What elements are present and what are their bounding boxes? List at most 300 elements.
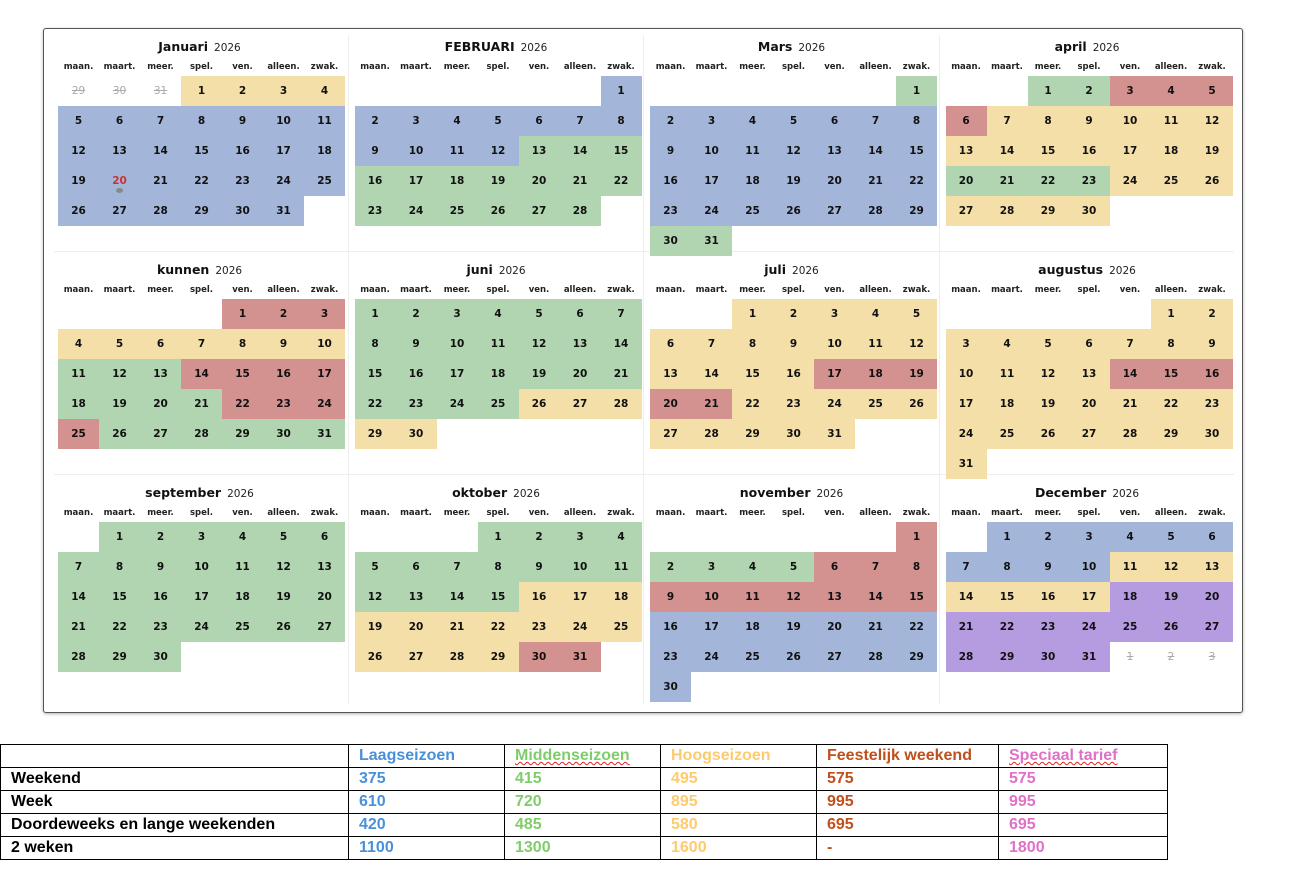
day-cell[interactable]: 15 <box>181 136 222 166</box>
day-cell[interactable]: 27 <box>1069 419 1110 449</box>
day-cell[interactable]: 3 <box>181 522 222 552</box>
day-cell[interactable]: 6 <box>814 106 855 136</box>
day-cell[interactable]: 25 <box>732 642 773 672</box>
day-cell[interactable]: 15 <box>896 136 937 166</box>
day-cell[interactable]: 13 <box>650 359 691 389</box>
day-cell[interactable]: 23 <box>263 389 304 419</box>
day-cell[interactable]: 8 <box>1151 329 1192 359</box>
day-cell[interactable]: 20 <box>1192 582 1233 612</box>
day-cell[interactable]: 24 <box>437 389 478 419</box>
day-cell[interactable]: 19 <box>478 166 519 196</box>
day-cell[interactable]: 26 <box>478 196 519 226</box>
day-cell[interactable]: 24 <box>560 612 601 642</box>
day-cell[interactable]: 21 <box>1110 389 1151 419</box>
day-cell[interactable]: 3 <box>1110 76 1151 106</box>
day-cell[interactable]: 14 <box>987 136 1028 166</box>
day-cell[interactable]: 1 <box>478 522 519 552</box>
day-cell[interactable]: 12 <box>773 582 814 612</box>
day-cell[interactable]: 31 <box>1069 642 1110 672</box>
day-cell[interactable]: 14 <box>946 582 987 612</box>
day-cell[interactable]: 8 <box>478 552 519 582</box>
day-cell[interactable]: 30 <box>650 672 691 702</box>
day-cell[interactable]: 1 <box>896 76 937 106</box>
day-cell[interactable]: 12 <box>773 136 814 166</box>
day-cell[interactable]: 9 <box>1069 106 1110 136</box>
day-cell[interactable]: 24 <box>304 389 345 419</box>
day-cell[interactable]: 21 <box>181 389 222 419</box>
day-cell[interactable]: 6 <box>396 552 437 582</box>
day-cell[interactable]: 26 <box>355 642 396 672</box>
day-cell[interactable]: 11 <box>1151 106 1192 136</box>
day-cell[interactable]: 27 <box>1192 612 1233 642</box>
day-cell[interactable]: 21 <box>855 612 896 642</box>
day-cell[interactable]: 7 <box>181 329 222 359</box>
day-cell[interactable]: 20 <box>814 612 855 642</box>
day-cell[interactable]: 22 <box>181 166 222 196</box>
day-cell[interactable]: 5 <box>355 552 396 582</box>
day-cell-next-month[interactable]: 1 <box>1126 651 1134 663</box>
day-cell[interactable]: 28 <box>601 389 642 419</box>
day-cell[interactable]: 11 <box>478 329 519 359</box>
day-cell[interactable]: 21 <box>987 166 1028 196</box>
day-cell[interactable]: 2 <box>355 106 396 136</box>
day-cell[interactable]: 21 <box>855 166 896 196</box>
day-cell[interactable]: 9 <box>396 329 437 359</box>
day-cell[interactable]: 20 <box>99 166 140 196</box>
day-cell[interactable]: 28 <box>58 642 99 672</box>
day-cell[interactable]: 10 <box>181 552 222 582</box>
day-cell[interactable]: 23 <box>650 196 691 226</box>
day-cell[interactable]: 25 <box>601 612 642 642</box>
day-cell[interactable]: 6 <box>650 329 691 359</box>
day-cell[interactable]: 16 <box>650 612 691 642</box>
day-cell[interactable]: 14 <box>1110 359 1151 389</box>
day-cell[interactable]: 20 <box>140 389 181 419</box>
day-cell[interactable]: 1 <box>601 76 642 106</box>
day-cell[interactable]: 29 <box>896 196 937 226</box>
day-cell[interactable]: 17 <box>946 389 987 419</box>
day-cell[interactable]: 7 <box>58 552 99 582</box>
day-cell[interactable]: 6 <box>99 106 140 136</box>
day-cell[interactable]: 17 <box>560 582 601 612</box>
day-cell[interactable]: 10 <box>814 329 855 359</box>
day-cell[interactable]: 5 <box>263 522 304 552</box>
day-cell[interactable]: 2 <box>519 522 560 552</box>
day-cell[interactable]: 19 <box>1192 136 1233 166</box>
day-cell[interactable]: 23 <box>140 612 181 642</box>
day-cell[interactable]: 20 <box>946 166 987 196</box>
day-cell[interactable]: 13 <box>396 582 437 612</box>
day-cell[interactable]: 24 <box>691 196 732 226</box>
day-cell[interactable]: 8 <box>355 329 396 359</box>
day-cell[interactable]: 7 <box>560 106 601 136</box>
day-cell[interactable]: 20 <box>1069 389 1110 419</box>
day-cell[interactable]: 23 <box>650 642 691 672</box>
day-cell[interactable]: 3 <box>560 522 601 552</box>
day-cell[interactable]: 20 <box>560 359 601 389</box>
day-cell[interactable]: 8 <box>896 552 937 582</box>
day-cell-prev-month[interactable]: 30 <box>112 85 127 97</box>
day-cell[interactable]: 11 <box>732 582 773 612</box>
day-cell[interactable]: 6 <box>1069 329 1110 359</box>
day-cell[interactable]: 14 <box>601 329 642 359</box>
day-cell[interactable]: 12 <box>896 329 937 359</box>
day-cell[interactable]: 3 <box>691 106 732 136</box>
day-cell[interactable]: 25 <box>1151 166 1192 196</box>
day-cell[interactable]: 8 <box>1028 106 1069 136</box>
day-cell[interactable]: 15 <box>478 582 519 612</box>
day-cell[interactable]: 11 <box>987 359 1028 389</box>
day-cell[interactable]: 18 <box>222 582 263 612</box>
day-cell-prev-month[interactable]: 31 <box>153 85 168 97</box>
day-cell[interactable]: 26 <box>58 196 99 226</box>
day-cell[interactable]: 23 <box>1192 389 1233 419</box>
day-cell[interactable]: 25 <box>478 389 519 419</box>
day-cell[interactable]: 14 <box>855 582 896 612</box>
day-cell[interactable]: 11 <box>601 552 642 582</box>
day-cell[interactable]: 2 <box>263 299 304 329</box>
day-cell[interactable]: 16 <box>1069 136 1110 166</box>
day-cell[interactable]: 28 <box>691 419 732 449</box>
day-cell[interactable]: 12 <box>519 329 560 359</box>
day-cell[interactable]: 12 <box>355 582 396 612</box>
day-cell[interactable]: 21 <box>560 166 601 196</box>
day-cell[interactable]: 11 <box>732 136 773 166</box>
day-cell[interactable]: 16 <box>263 359 304 389</box>
day-cell-next-month[interactable]: 3 <box>1208 651 1216 663</box>
day-cell[interactable]: 16 <box>1192 359 1233 389</box>
day-cell[interactable]: 1 <box>896 522 937 552</box>
day-cell[interactable]: 1 <box>355 299 396 329</box>
day-cell-next-month[interactable]: 2 <box>1167 651 1175 663</box>
day-cell[interactable]: 26 <box>896 389 937 419</box>
day-cell[interactable]: 5 <box>773 552 814 582</box>
day-cell[interactable]: 5 <box>58 106 99 136</box>
day-cell[interactable]: 26 <box>519 389 560 419</box>
day-cell[interactable]: 3 <box>437 299 478 329</box>
day-cell[interactable]: 18 <box>601 582 642 612</box>
day-cell[interactable]: 3 <box>946 329 987 359</box>
day-cell[interactable]: 19 <box>896 359 937 389</box>
day-cell[interactable]: 11 <box>58 359 99 389</box>
day-cell[interactable]: 24 <box>181 612 222 642</box>
day-cell[interactable]: 30 <box>1069 196 1110 226</box>
day-cell[interactable]: 16 <box>396 359 437 389</box>
day-cell[interactable]: 29 <box>222 419 263 449</box>
day-cell[interactable]: 22 <box>732 389 773 419</box>
day-cell[interactable]: 28 <box>946 642 987 672</box>
day-cell[interactable]: 6 <box>560 299 601 329</box>
day-cell[interactable]: 17 <box>691 612 732 642</box>
day-cell[interactable]: 10 <box>396 136 437 166</box>
day-cell[interactable]: 14 <box>560 136 601 166</box>
day-cell[interactable]: 27 <box>140 419 181 449</box>
day-cell[interactable]: 17 <box>1110 136 1151 166</box>
day-cell[interactable]: 27 <box>519 196 560 226</box>
day-cell[interactable]: 11 <box>304 106 345 136</box>
day-cell[interactable]: 9 <box>263 329 304 359</box>
day-cell[interactable]: 1 <box>1151 299 1192 329</box>
day-cell[interactable]: 13 <box>99 136 140 166</box>
day-cell[interactable]: 27 <box>814 196 855 226</box>
day-cell[interactable]: 14 <box>691 359 732 389</box>
day-cell[interactable]: 3 <box>304 299 345 329</box>
day-cell[interactable]: 16 <box>519 582 560 612</box>
day-cell[interactable]: 29 <box>181 196 222 226</box>
day-cell[interactable]: 1 <box>222 299 263 329</box>
day-cell[interactable]: 13 <box>519 136 560 166</box>
day-cell[interactable]: 9 <box>222 106 263 136</box>
day-cell[interactable]: 15 <box>355 359 396 389</box>
day-cell[interactable]: 13 <box>814 582 855 612</box>
day-cell[interactable]: 21 <box>140 166 181 196</box>
day-cell[interactable]: 16 <box>650 166 691 196</box>
day-cell[interactable]: 5 <box>1028 329 1069 359</box>
day-cell[interactable]: 23 <box>1069 166 1110 196</box>
day-cell[interactable]: 31 <box>691 226 732 256</box>
day-cell[interactable]: 28 <box>140 196 181 226</box>
day-cell[interactable]: 4 <box>855 299 896 329</box>
day-cell[interactable]: 18 <box>855 359 896 389</box>
day-cell[interactable]: 4 <box>222 522 263 552</box>
day-cell[interactable]: 9 <box>1028 552 1069 582</box>
day-cell[interactable]: 22 <box>99 612 140 642</box>
day-cell[interactable]: 21 <box>58 612 99 642</box>
day-cell[interactable]: 4 <box>478 299 519 329</box>
day-cell[interactable]: 3 <box>691 552 732 582</box>
day-cell[interactable]: 3 <box>1069 522 1110 552</box>
day-cell[interactable]: 25 <box>304 166 345 196</box>
day-cell[interactable]: 13 <box>946 136 987 166</box>
day-cell[interactable]: 22 <box>478 612 519 642</box>
day-cell[interactable]: 2 <box>1028 522 1069 552</box>
day-cell[interactable]: 16 <box>355 166 396 196</box>
day-cell[interactable]: 27 <box>99 196 140 226</box>
day-cell[interactable]: 26 <box>1028 419 1069 449</box>
day-cell[interactable]: 18 <box>732 166 773 196</box>
day-cell[interactable]: 27 <box>560 389 601 419</box>
day-cell[interactable]: 4 <box>1151 76 1192 106</box>
day-cell[interactable]: 28 <box>1110 419 1151 449</box>
day-cell[interactable]: 5 <box>478 106 519 136</box>
day-cell[interactable]: 26 <box>263 612 304 642</box>
day-cell[interactable]: 22 <box>222 389 263 419</box>
day-cell[interactable]: 20 <box>650 389 691 419</box>
day-cell[interactable]: 15 <box>99 582 140 612</box>
day-cell[interactable]: 10 <box>946 359 987 389</box>
day-cell[interactable]: 4 <box>437 106 478 136</box>
day-cell[interactable]: 23 <box>396 389 437 419</box>
day-cell[interactable]: 5 <box>896 299 937 329</box>
day-cell[interactable]: 29 <box>1028 196 1069 226</box>
day-cell[interactable]: 7 <box>140 106 181 136</box>
day-cell[interactable]: 6 <box>519 106 560 136</box>
day-cell[interactable]: 23 <box>773 389 814 419</box>
day-cell[interactable]: 4 <box>601 522 642 552</box>
day-cell[interactable]: 2 <box>650 552 691 582</box>
day-cell[interactable]: 9 <box>140 552 181 582</box>
day-cell[interactable]: 26 <box>1192 166 1233 196</box>
day-cell[interactable]: 18 <box>304 136 345 166</box>
day-cell[interactable]: 24 <box>1069 612 1110 642</box>
day-cell[interactable]: 28 <box>181 419 222 449</box>
day-cell[interactable]: 25 <box>222 612 263 642</box>
day-cell[interactable]: 30 <box>1028 642 1069 672</box>
day-cell[interactable]: 28 <box>855 196 896 226</box>
day-cell[interactable]: 17 <box>304 359 345 389</box>
day-cell[interactable]: 17 <box>1069 582 1110 612</box>
day-cell[interactable]: 22 <box>1151 389 1192 419</box>
day-cell[interactable]: 2 <box>650 106 691 136</box>
day-cell[interactable]: 30 <box>773 419 814 449</box>
day-cell[interactable]: 30 <box>1192 419 1233 449</box>
day-cell[interactable]: 2 <box>222 76 263 106</box>
day-cell[interactable]: 24 <box>1110 166 1151 196</box>
day-cell[interactable]: 5 <box>1192 76 1233 106</box>
day-cell[interactable]: 27 <box>650 419 691 449</box>
day-cell[interactable]: 19 <box>355 612 396 642</box>
day-cell[interactable]: 17 <box>691 166 732 196</box>
day-cell[interactable]: 20 <box>396 612 437 642</box>
day-cell[interactable]: 14 <box>58 582 99 612</box>
day-cell[interactable]: 19 <box>1151 582 1192 612</box>
day-cell[interactable]: 17 <box>396 166 437 196</box>
day-cell[interactable]: 1 <box>181 76 222 106</box>
day-cell[interactable]: 22 <box>896 166 937 196</box>
day-cell[interactable]: 13 <box>304 552 345 582</box>
day-cell[interactable]: 16 <box>140 582 181 612</box>
day-cell[interactable]: 8 <box>222 329 263 359</box>
day-cell[interactable]: 14 <box>181 359 222 389</box>
day-cell[interactable]: 30 <box>650 226 691 256</box>
day-cell[interactable]: 4 <box>58 329 99 359</box>
day-cell[interactable]: 14 <box>437 582 478 612</box>
day-cell[interactable]: 24 <box>263 166 304 196</box>
day-cell[interactable]: 30 <box>263 419 304 449</box>
day-cell[interactable]: 1 <box>99 522 140 552</box>
day-cell[interactable]: 16 <box>222 136 263 166</box>
day-cell[interactable]: 25 <box>1110 612 1151 642</box>
day-cell[interactable]: 25 <box>855 389 896 419</box>
day-cell[interactable]: 3 <box>396 106 437 136</box>
day-cell[interactable]: 13 <box>140 359 181 389</box>
day-cell[interactable]: 26 <box>99 419 140 449</box>
day-cell[interactable]: 21 <box>601 359 642 389</box>
day-cell[interactable]: 15 <box>222 359 263 389</box>
day-cell[interactable]: 22 <box>355 389 396 419</box>
day-cell[interactable]: 13 <box>1192 552 1233 582</box>
day-cell[interactable]: 7 <box>855 552 896 582</box>
day-cell[interactable]: 28 <box>855 642 896 672</box>
day-cell[interactable]: 10 <box>560 552 601 582</box>
day-cell[interactable]: 20 <box>304 582 345 612</box>
day-cell[interactable]: 23 <box>355 196 396 226</box>
day-cell[interactable]: 5 <box>519 299 560 329</box>
day-cell[interactable]: 18 <box>478 359 519 389</box>
day-cell[interactable]: 1 <box>987 522 1028 552</box>
day-cell[interactable]: 8 <box>181 106 222 136</box>
day-cell[interactable]: 27 <box>946 196 987 226</box>
day-cell[interactable]: 9 <box>650 582 691 612</box>
day-cell[interactable]: 17 <box>181 582 222 612</box>
day-cell[interactable]: 13 <box>1069 359 1110 389</box>
day-cell[interactable]: 13 <box>560 329 601 359</box>
day-cell[interactable]: 6 <box>1192 522 1233 552</box>
day-cell[interactable]: 10 <box>1069 552 1110 582</box>
day-cell[interactable]: 12 <box>99 359 140 389</box>
day-cell[interactable]: 5 <box>99 329 140 359</box>
day-cell[interactable]: 9 <box>519 552 560 582</box>
day-cell[interactable]: 30 <box>519 642 560 672</box>
day-cell[interactable]: 10 <box>691 582 732 612</box>
day-cell[interactable]: 8 <box>987 552 1028 582</box>
day-cell[interactable]: 24 <box>691 642 732 672</box>
day-cell[interactable]: 15 <box>896 582 937 612</box>
day-cell[interactable]: 25 <box>58 419 99 449</box>
day-cell[interactable]: 17 <box>263 136 304 166</box>
day-cell[interactable]: 7 <box>1110 329 1151 359</box>
day-cell[interactable]: 26 <box>773 642 814 672</box>
day-cell[interactable]: 24 <box>946 419 987 449</box>
day-cell[interactable]: 6 <box>304 522 345 552</box>
day-cell[interactable]: 8 <box>896 106 937 136</box>
day-cell[interactable]: 21 <box>691 389 732 419</box>
day-cell[interactable]: 22 <box>1028 166 1069 196</box>
day-cell-prev-month[interactable]: 29 <box>71 85 86 97</box>
day-cell[interactable]: 4 <box>987 329 1028 359</box>
day-cell[interactable]: 29 <box>355 419 396 449</box>
day-cell[interactable]: 29 <box>1151 419 1192 449</box>
day-cell[interactable]: 31 <box>946 449 987 479</box>
day-cell[interactable]: 12 <box>478 136 519 166</box>
day-cell[interactable]: 27 <box>304 612 345 642</box>
day-cell[interactable]: 29 <box>99 642 140 672</box>
day-cell[interactable]: 19 <box>58 166 99 196</box>
day-cell[interactable]: 11 <box>855 329 896 359</box>
day-cell[interactable]: 11 <box>222 552 263 582</box>
day-cell[interactable]: 25 <box>987 419 1028 449</box>
day-cell[interactable]: 12 <box>58 136 99 166</box>
day-cell[interactable]: 15 <box>601 136 642 166</box>
day-cell[interactable]: 7 <box>691 329 732 359</box>
day-cell[interactable]: 2 <box>396 299 437 329</box>
day-cell[interactable]: 31 <box>304 419 345 449</box>
day-cell[interactable]: 18 <box>987 389 1028 419</box>
day-cell[interactable]: 28 <box>560 196 601 226</box>
day-cell[interactable]: 3 <box>814 299 855 329</box>
day-cell[interactable]: 30 <box>222 196 263 226</box>
day-cell[interactable]: 18 <box>58 389 99 419</box>
day-cell[interactable]: 22 <box>601 166 642 196</box>
day-cell[interactable]: 15 <box>1028 136 1069 166</box>
day-cell[interactable]: 8 <box>99 552 140 582</box>
day-cell[interactable]: 28 <box>437 642 478 672</box>
day-cell[interactable]: 14 <box>855 136 896 166</box>
day-cell[interactable]: 3 <box>263 76 304 106</box>
day-cell[interactable]: 2 <box>1069 76 1110 106</box>
day-cell[interactable]: 24 <box>814 389 855 419</box>
day-cell[interactable]: 1 <box>732 299 773 329</box>
day-cell[interactable]: 2 <box>1192 299 1233 329</box>
day-cell[interactable]: 26 <box>773 196 814 226</box>
day-cell[interactable]: 19 <box>773 612 814 642</box>
day-cell[interactable]: 1 <box>1028 76 1069 106</box>
day-cell[interactable]: 9 <box>355 136 396 166</box>
day-cell[interactable]: 10 <box>1110 106 1151 136</box>
day-cell[interactable]: 13 <box>814 136 855 166</box>
day-cell[interactable]: 22 <box>896 612 937 642</box>
day-cell[interactable]: 10 <box>263 106 304 136</box>
